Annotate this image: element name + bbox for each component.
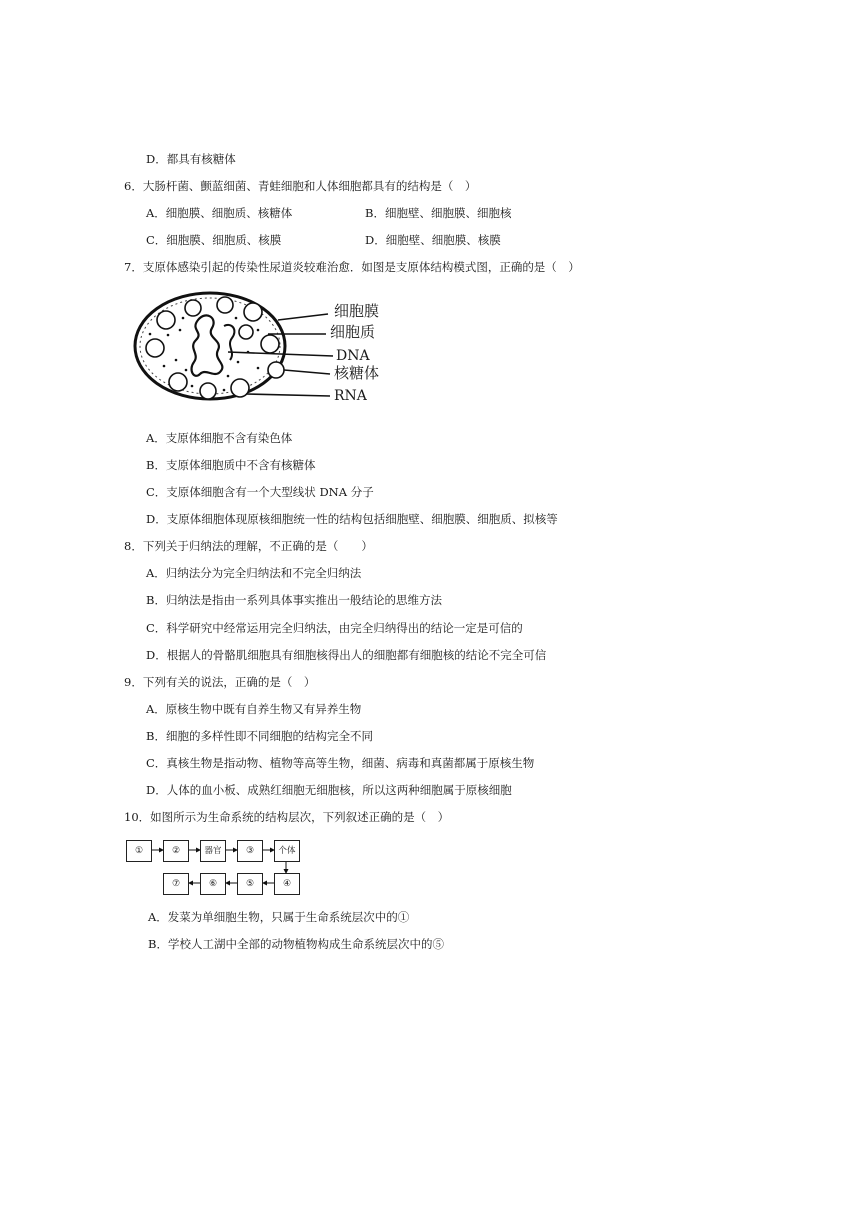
life-system-flowchart bbox=[126, 838, 306, 896]
q8-option-c: C．科学研究中经常运用完全归纳法，由完全归纳得出的结论一定是可信的 bbox=[146, 621, 523, 635]
q9-option-c: C．真核生物是指动物、植物等高等生物，细菌、病毒和真菌都属于原核生物 bbox=[146, 756, 535, 770]
flow-box-7: ⑦ bbox=[163, 873, 189, 895]
q6-option-c: C．细胞膜、细胞质、核膜 bbox=[146, 233, 282, 247]
dna-strand-shape bbox=[224, 325, 234, 360]
flow-box-1: ① bbox=[126, 840, 152, 862]
mycoplasma-diagram bbox=[128, 290, 398, 415]
q8-stem: 8．下列关于归纳法的理解，不正确的是（ ） bbox=[124, 539, 373, 553]
q10-stem: 10．如图所示为生命系统的结构层次，下列叙述正确的是（ ） bbox=[124, 810, 450, 824]
q7-option-b: B．支原体细胞质中不含有核糖体 bbox=[146, 458, 316, 472]
q10-option-a: A．发菜为单细胞生物，只属于生命系统层次中的① bbox=[148, 910, 410, 924]
flow-box-individual: 个体 bbox=[274, 840, 300, 862]
label-cytoplasm: 细胞质 bbox=[330, 323, 376, 341]
q5-option-d: D．都具有核糖体 bbox=[146, 152, 236, 166]
label-cell-membrane: 细胞膜 bbox=[334, 302, 380, 320]
q9-option-d: D．人体的血小板、成熟红细胞无细胞核，所以这两种细胞属于原核细胞 bbox=[146, 783, 512, 797]
q7-stem: 7．支原体感染引起的传染性尿道炎较难治愈．如图是支原体结构模式图，正确的是（ ） bbox=[124, 260, 580, 274]
flow-box-3: ③ bbox=[237, 840, 263, 862]
q8-option-d: D．根据人的骨骼肌细胞具有细胞核得出人的细胞都有细胞核的结论不完全可信 bbox=[146, 648, 547, 662]
q7-option-c: C．支原体细胞含有一个大型线状 DNA 分子 bbox=[146, 485, 374, 499]
q9-option-a: A．原核生物中既有自养生物又有异养生物 bbox=[146, 702, 362, 716]
q9-option-b: B．细胞的多样性即不同细胞的结构完全不同 bbox=[146, 729, 373, 743]
label-rna: RNA bbox=[334, 388, 367, 404]
dna-loop-shape bbox=[192, 315, 223, 375]
q7-option-a: A．支原体细胞不含有染色体 bbox=[146, 431, 293, 445]
flow-box-2: ② bbox=[163, 840, 189, 862]
q6-stem: 6．大肠杆菌、颤蓝细菌、青蛙细胞和人体细胞都具有的结构是（ ） bbox=[124, 179, 477, 193]
q8-option-a: A．归纳法分为完全归纳法和不完全归纳法 bbox=[146, 566, 362, 580]
q8-option-b: B．归纳法是指由一系列具体事实推出一般结论的思维方法 bbox=[146, 593, 442, 607]
q10-option-b: B．学校人工湖中全部的动物植物构成生命系统层次中的⑤ bbox=[148, 937, 444, 951]
flow-box-4: ④ bbox=[274, 873, 300, 895]
flow-box-organ: 器官 bbox=[200, 840, 226, 862]
flow-box-6: ⑥ bbox=[200, 873, 226, 895]
q7-option-d: D．支原体细胞体现原核细胞统一性的结构包括细胞壁、细胞膜、细胞质、拟核等 bbox=[146, 512, 558, 526]
flow-box-5: ⑤ bbox=[237, 873, 263, 895]
q9-stem: 9．下列有关的说法，正确的是（ ） bbox=[124, 675, 316, 689]
q6-option-a: A．细胞膜、细胞质、核糖体 bbox=[146, 206, 293, 220]
q6-option-d: D．细胞壁、细胞膜、核膜 bbox=[365, 233, 501, 247]
q6-option-b: B．细胞壁、细胞膜、细胞核 bbox=[365, 206, 512, 220]
label-dna: DNA bbox=[336, 348, 370, 364]
label-ribosome: 核糖体 bbox=[334, 364, 380, 382]
